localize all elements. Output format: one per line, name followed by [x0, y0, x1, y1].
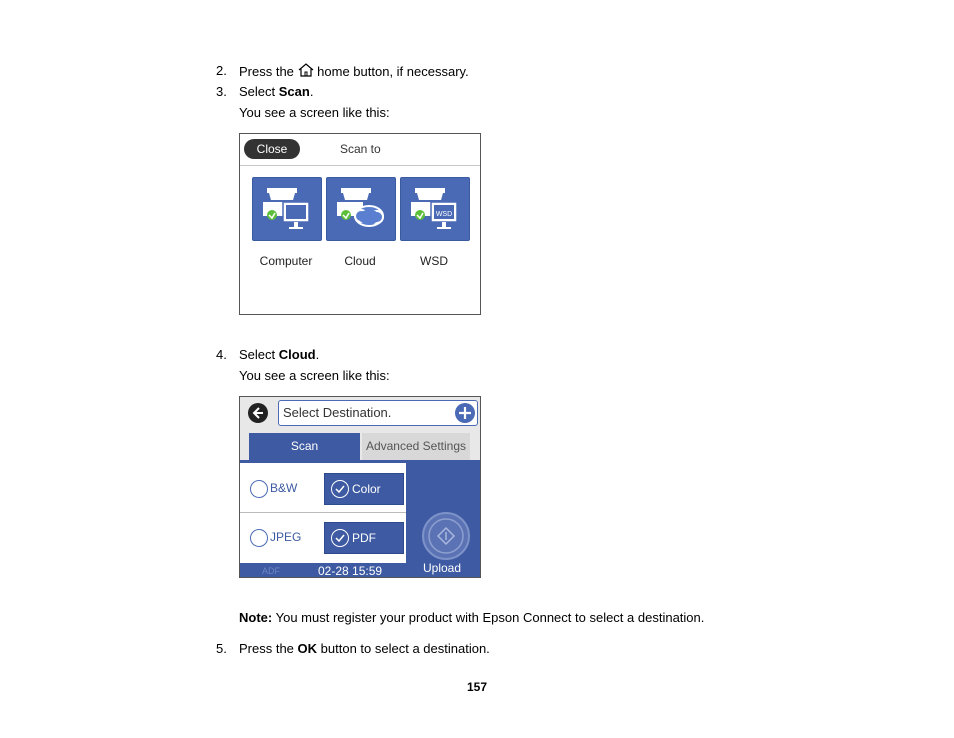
step-5-text	[239, 641, 490, 656]
page-number: 157	[466, 680, 488, 694]
step-4-text	[239, 347, 319, 362]
options-area	[240, 463, 406, 563]
step-number: 5.	[216, 641, 227, 656]
wsd-badge-label: WSD	[435, 211, 453, 218]
pdf-button[interactable]	[324, 522, 404, 554]
scanner-wsd-icon	[401, 178, 469, 240]
color-button[interactable]	[324, 473, 404, 505]
tile-label-computer: Computer	[259, 254, 313, 268]
divider	[240, 512, 406, 513]
step-4-pre: Select	[239, 347, 276, 362]
destination-field[interactable]	[278, 400, 478, 426]
datetime: 02-28 15:59	[318, 564, 383, 578]
scanner-computer-icon	[253, 178, 321, 240]
option-jpeg-label: JPEG	[270, 530, 302, 544]
step-2-pre: Press the	[239, 64, 294, 79]
note-label: Note:	[239, 610, 273, 625]
scan-to-screen	[239, 133, 481, 315]
step-5-post: button to select a destination.	[320, 641, 490, 656]
tile-label-cloud: Cloud	[344, 254, 376, 268]
radio-bw[interactable]	[250, 480, 268, 498]
you-see-text: You see a screen like this:	[239, 105, 390, 120]
adf-indicator: ADF	[262, 566, 280, 576]
plus-icon[interactable]	[455, 403, 475, 423]
tab-advanced-settings[interactable]: Advanced Settings	[362, 433, 470, 460]
screen-title: Scan to	[340, 142, 381, 156]
step-4-bold: Cloud	[278, 347, 316, 362]
cloud-tile[interactable]	[326, 177, 396, 241]
back-arrow-icon[interactable]	[248, 403, 268, 423]
step-5-bold: OK	[297, 641, 318, 656]
step-2-post: home button, if necessary.	[317, 64, 469, 79]
start-diamond-icon	[424, 514, 468, 558]
step-5-pre: Press the	[239, 641, 294, 656]
home-icon	[298, 63, 314, 77]
option-color-label: Color	[352, 482, 381, 496]
step-number: 2.	[216, 63, 227, 78]
upload-label: Upload	[423, 561, 462, 575]
step-number: 3.	[216, 84, 227, 99]
note-text: You must register your product with Epson Connect to select a destination.	[275, 610, 705, 625]
radio-jpeg[interactable]	[250, 529, 268, 547]
option-bw-label: B&W	[270, 481, 298, 495]
step-3-pre: Select	[239, 84, 276, 99]
step-3-text	[239, 84, 313, 99]
scanner-cloud-icon	[327, 178, 395, 240]
step-number: 4.	[216, 347, 227, 362]
wsd-tile[interactable]	[400, 177, 470, 241]
step-3-bold: Scan	[278, 84, 310, 99]
destination-placeholder: Select Destination.	[283, 405, 392, 420]
note	[239, 610, 704, 625]
check-circle-icon	[331, 480, 349, 498]
check-circle-icon	[331, 529, 349, 547]
option-pdf-label: PDF	[352, 531, 376, 545]
tab-scan[interactable]: Scan	[249, 433, 360, 460]
tile-label-wsd: WSD	[420, 254, 448, 268]
computer-tile[interactable]	[252, 177, 322, 241]
start-button[interactable]	[422, 512, 470, 560]
screen-header	[240, 134, 480, 166]
close-button[interactable]: Close	[244, 139, 300, 159]
you-see-text: You see a screen like this:	[239, 368, 390, 383]
step-4-post: .	[315, 347, 320, 362]
cloud-scan-screen	[239, 396, 481, 578]
step-2-text	[239, 63, 469, 79]
step-3-post: .	[309, 84, 314, 99]
